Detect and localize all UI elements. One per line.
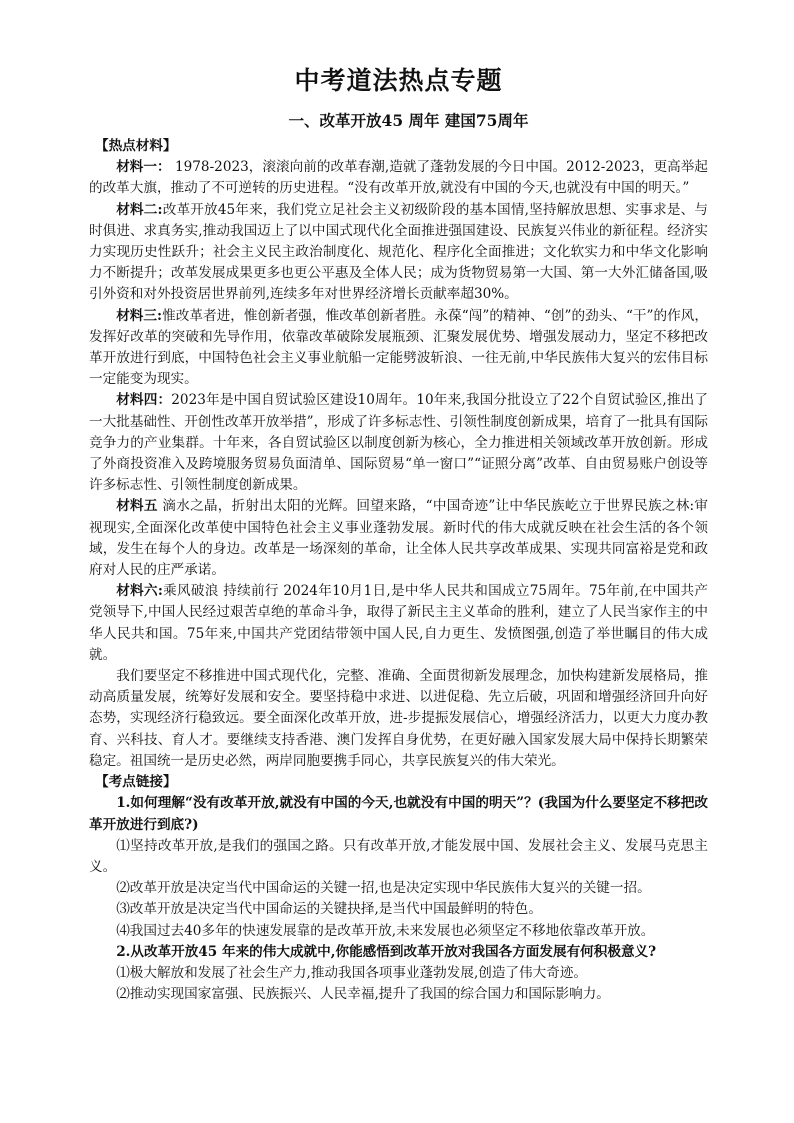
- question-2: 2.从改革开放45 年来的伟大成就中,你能感悟到改革开放对我国各方面发展有何积极意义?: [116, 943, 657, 960]
- answer-item: ⑷我国过去40多年的快速发展靠的是改革开放,未来发展也必须坚定不移地依靠改革开放。: [116, 922, 655, 939]
- answer-item: ⑵推动实现国家富强、民族振兴、人民幸福,提升了我国的综合国力和国际影响力。: [116, 986, 610, 1003]
- material-text: 改革开放45年来，我们党立足社会主义初级阶段的基本国情,坚持解放思想、实事求是、与时俱进、求真务实,推动我国迈上了以中国式现代化全面推进强国建设、民族复兴伟业的新征程。经济实力实现历史性跃升；社会主义民主政治制度化、规范化、程序化全面推进；文化软实力和中华文化影响力不断提升；改革发展成果更多也更公平惠及全体人民；成为货物贸易第一大国、第一大外汇储备国,吸引外资和对外投资居世界前列,连续多年对世界经济增长贡献率超30%。: [89, 201, 708, 303]
- material-label: 材料二:: [116, 201, 163, 218]
- section-heading-links: 【考点链接】: [95, 774, 177, 791]
- section-heading-materials: 【热点材料】: [95, 138, 177, 154]
- material-label: 材料六:: [116, 583, 163, 600]
- page-title: 中考道法热点专题: [294, 66, 503, 95]
- answer-item: ⑴极大解放和发展了社会生产力,推动我国各项事业蓬勃发展,创造了伟大奇迹。: [116, 964, 588, 981]
- material-text: 滴水之晶，折射出太阳的光辉。回望来路，“中国奇迹”让中华民族屹立于世界民族之林:审视现实,全面深化改革使中国特色社会主义事业蓬勃发展。新时代的伟大成就反映在社会生活的各个领域，发生在每个人的身边。改革是一场深刻的革命，让全体人民共享改革成果、实现共同富裕是党和政府对人民的庄严承诺。: [89, 498, 708, 579]
- material-label: 材料一：: [116, 159, 171, 176]
- material-text: 1978-2023，滚滚向前的改革春潮,造就了蓬勃发展的今日中国。2012-2023，更高举起的改革大旗，推动了不可逆转的历史进程。“没有改革开放,就没有中国的今天,也就没有中国的明天。”: [89, 159, 708, 197]
- answer-item: ⑶改革开放是决定当代中国命运的关键抉择,是当代中国最鲜明的特色。: [116, 901, 542, 918]
- material-label: 材料四：: [116, 392, 172, 409]
- material-paragraph-4: [89, 390, 708, 496]
- question-1: 1.如何理解“没有改革开放,就没有中国的今天,也就没有中国的明天”？(我国为什么要坚定不移把改革开放进行到底?): [89, 795, 708, 833]
- material-paragraph-6: [89, 581, 708, 666]
- material-paragraph-extra: 我们要坚定不移推进中国式现代化，完整、准确、全面贯彻新发展理念，加快构建新发展格局，推动高质量发展，统筹好发展和安全。要坚持稳中求进、以进促稳、先立后破，巩固和增强经济回升向好态势，实现经济行稳致远。要全面深化改革开放，进-步提振发展信心，增强经济活力，以更大力度办教育、兴科技、育人才。要继续支持香港、澳门发挥自身优势，在更好融入国家发展大局中保持长期繁荣稳定。祖国统一是历史必然，两岸同胞要携手同心，共享民族复兴的伟大荣光。: [89, 668, 708, 769]
- answer-item: ⑵改革开放是决定当代中国命运的关键一招,也是决定实现中华民族伟大复兴的关键一招。: [116, 880, 651, 897]
- material-paragraph-1: [89, 157, 708, 199]
- material-paragraph-2: [89, 200, 708, 306]
- material-paragraph-3: [89, 306, 708, 391]
- material-text: 乘风破浪 持续前行 2024年10月1日,是中华人民共和国成立75周年。75年前,在中国共产党领导下,中国人民经过艰苦卓绝的革命斗争，取得了新民主主义革命的胜利，建立了人民当家作主的中华人民共和国。75年来,中国共产党团结带领中国人民,自力更生、发愤图强,创造了举世瞩目的伟大成就。: [89, 583, 708, 663]
- material-text: 2023年是中国自贸试验区建设10周年。10年来,我国分批设立了22个自贸试验区,推出了一大批基础性、开创性改革开放举措”，形成了许多标志性、引领性制度创新成果，培育了一批具有国际竞争力的产业集群。十年来，各自贸试验区以制度创新为核心，全力推进相关领域改革开放创新。形成了外商投资准入及跨境服务贸易负面清单、国际贸易“单一窗口”“证照分离”改革、自由贸易账户创设等许多标志性、引领性制度创新成果。: [89, 392, 708, 494]
- material-label: 材料三:: [116, 307, 163, 324]
- material-text: 惟改革者进，惟创新者强，惟改革创新者胜。永葆“闯”的精神、“创”的劲头、“干”的作风，发挥好改革的突破和先导作用，依靠改革破除发展瓶颈、汇聚发展优势、增强发展动力，坚定不移把改革开放进行到底，中国特色社会主义事业航船一定能劈波斩浪、一往无前,中华民族伟大复兴的宏伟目标一定能变为现实。: [89, 307, 708, 388]
- page-subtitle: 一、改革开放45 周年 建国75周年: [288, 111, 529, 130]
- material-paragraph-5: [89, 496, 708, 581]
- material-label: 材料五: [116, 498, 158, 515]
- answer-item: ⑴坚持改革开放,是我们的强国之路。只有改革开放,才能发展中国、发展社会主义、发展马克思主义。: [89, 837, 708, 875]
